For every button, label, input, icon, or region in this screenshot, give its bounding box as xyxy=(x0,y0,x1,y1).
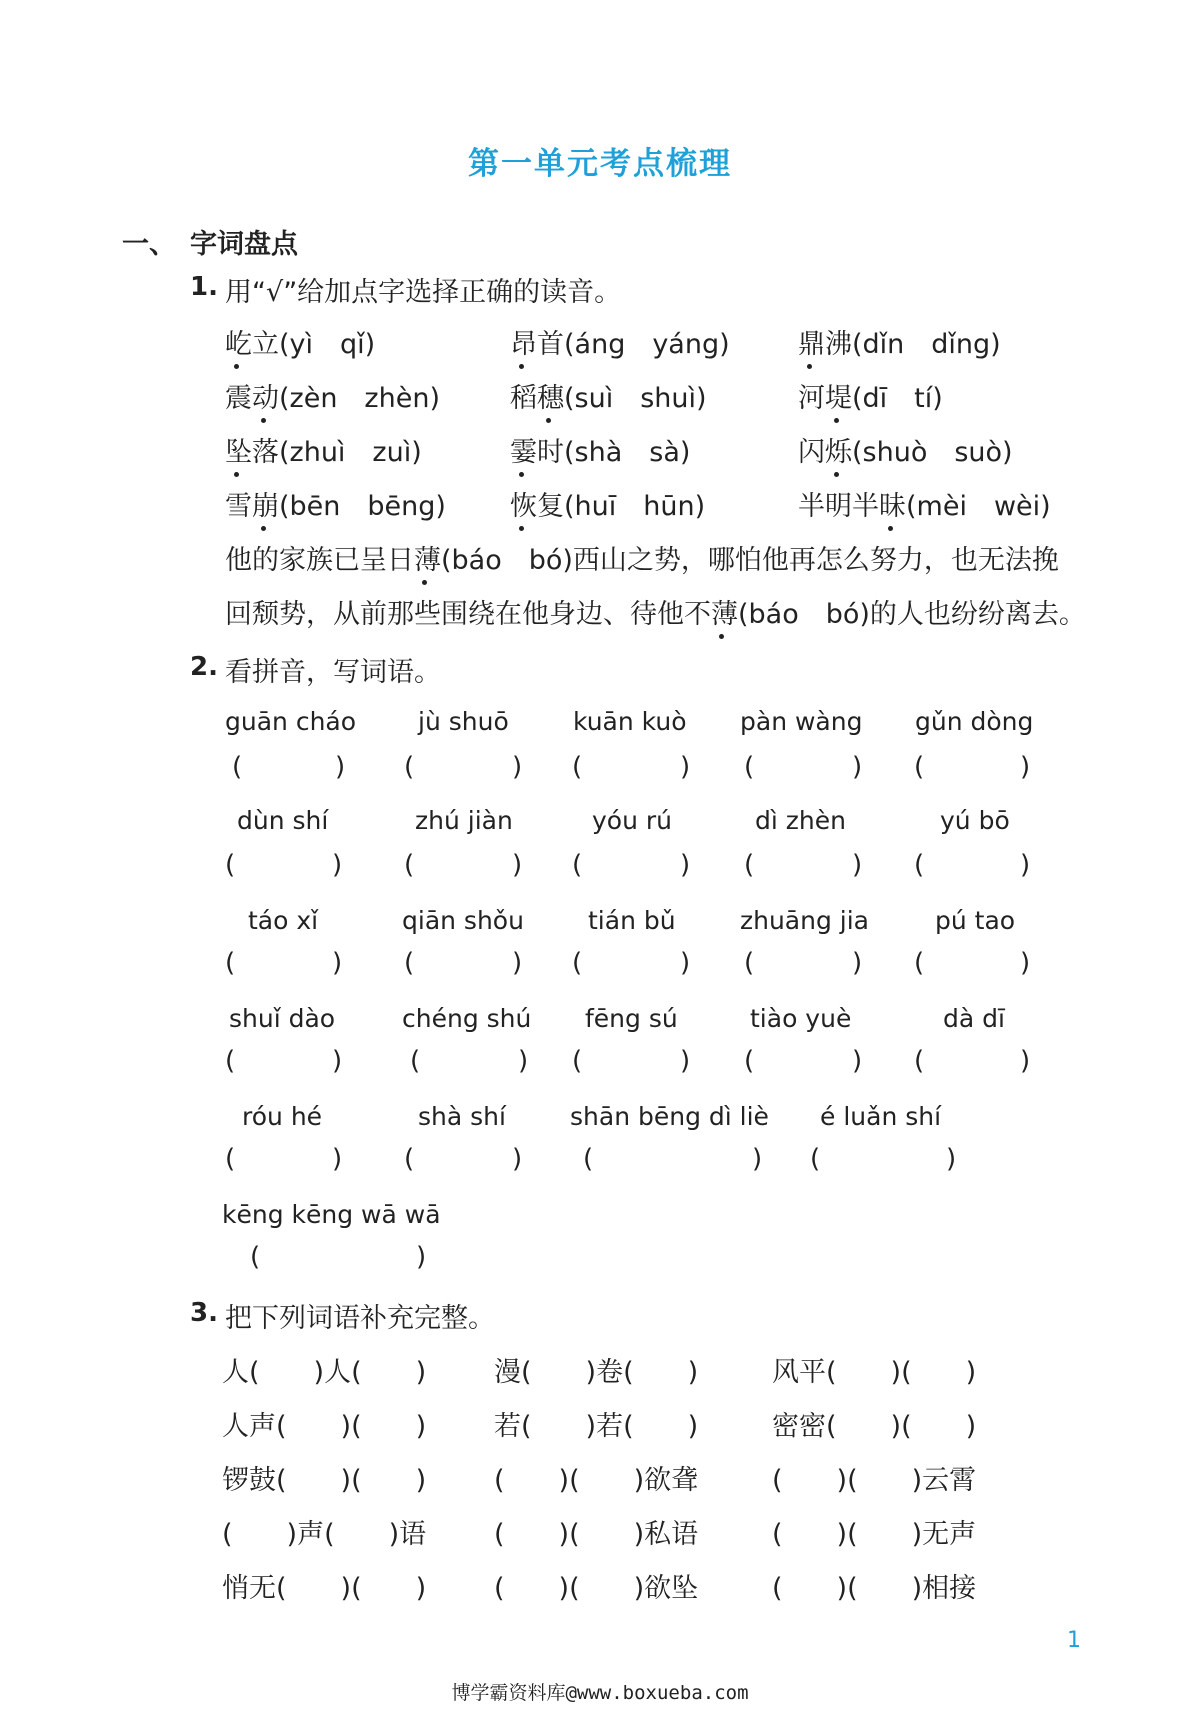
q1-item: 霎时(shà sà) xyxy=(510,437,691,468)
pinyin-word: qiān shǒu xyxy=(402,906,524,935)
answer-open-paren: ( xyxy=(744,1046,755,1076)
q1-item: 昂首(áng yáng) xyxy=(510,329,730,360)
idiom-blank: 锣鼓( )( ) xyxy=(222,1465,427,1496)
emphasis-dot xyxy=(834,472,839,477)
q1-paragraph-line: 他的家族已呈日薄(báo bó)西山之势，哪怕他再怎么努力，也无法挽 xyxy=(225,545,1059,576)
pinyin-word: chéng shú xyxy=(402,1004,532,1033)
pinyin-word: tián bǔ xyxy=(588,906,676,935)
answer-open-paren: ( xyxy=(225,948,236,978)
answer-open-paren: ( xyxy=(744,752,755,782)
answer-close-paren: ) xyxy=(852,1046,863,1076)
pinyin-word: shān bēng dì liè xyxy=(570,1102,769,1131)
answer-open-paren: ( xyxy=(572,948,583,978)
pinyin-word: shà shí xyxy=(418,1102,506,1131)
answer-open-paren: ( xyxy=(225,850,236,880)
pinyin-word: dùn shí xyxy=(237,806,329,835)
answer-close-paren: ) xyxy=(332,1144,343,1174)
answer-open-paren: ( xyxy=(914,948,925,978)
pinyin-word: guān cháo xyxy=(225,707,357,736)
emphasis-dot xyxy=(261,526,266,531)
emphasis-dot xyxy=(834,418,839,423)
answer-close-paren: ) xyxy=(752,1144,763,1174)
q1-prompt: 用“√”给加点字选择正确的读音。 xyxy=(225,277,622,308)
answer-close-paren: ) xyxy=(1020,752,1031,782)
idiom-blank: ( )( )相接 xyxy=(772,1573,977,1604)
answer-close-paren: ) xyxy=(332,850,343,880)
answer-open-paren: ( xyxy=(250,1242,261,1272)
answer-close-paren: ) xyxy=(680,948,691,978)
answer-close-paren: ) xyxy=(680,1046,691,1076)
answer-open-paren: ( xyxy=(583,1144,594,1174)
answer-open-paren: ( xyxy=(225,1046,236,1076)
q3-prompt: 把下列词语补充完整。 xyxy=(225,1303,495,1334)
answer-close-paren: ) xyxy=(512,1144,523,1174)
q1-number: 1. xyxy=(190,272,218,302)
answer-open-paren: ( xyxy=(810,1144,821,1174)
section-number: 一、 xyxy=(122,229,176,260)
q1-item: 河堤(dī tí) xyxy=(798,383,943,414)
answer-open-paren: ( xyxy=(914,1046,925,1076)
answer-open-paren: ( xyxy=(914,752,925,782)
answer-open-paren: ( xyxy=(572,1046,583,1076)
answer-close-paren: ) xyxy=(416,1242,427,1272)
answer-open-paren: ( xyxy=(572,752,583,782)
answer-close-paren: ) xyxy=(512,752,523,782)
pinyin-word: róu hé xyxy=(242,1102,323,1131)
answer-close-paren: ) xyxy=(852,948,863,978)
answer-open-paren: ( xyxy=(404,1144,415,1174)
q2-number: 2. xyxy=(190,652,218,682)
answer-open-paren: ( xyxy=(404,752,415,782)
answer-close-paren: ) xyxy=(512,850,523,880)
answer-close-paren: ) xyxy=(512,948,523,978)
answer-open-paren: ( xyxy=(572,850,583,880)
emphasis-dot xyxy=(422,580,427,585)
emphasis-dot xyxy=(519,364,524,369)
idiom-blank: ( )( )欲聋 xyxy=(494,1465,699,1496)
q1-item: 恢复(huī hūn) xyxy=(510,491,706,522)
pinyin-word: yóu rú xyxy=(592,806,673,835)
idiom-blank: 风平( )( ) xyxy=(772,1357,977,1388)
pinyin-word: zhuāng jia xyxy=(740,906,870,935)
answer-close-paren: ) xyxy=(332,1046,343,1076)
emphasis-dot xyxy=(234,364,239,369)
idiom-blank: 人声( )( ) xyxy=(222,1411,427,1442)
answer-open-paren: ( xyxy=(410,1046,421,1076)
pinyin-word: gǔn dòng xyxy=(915,707,1034,736)
answer-close-paren: ) xyxy=(852,752,863,782)
answer-open-paren: ( xyxy=(744,850,755,880)
q1-item: 屹立(yì qǐ) xyxy=(225,329,376,360)
pinyin-word: é luǎn shí xyxy=(820,1102,942,1131)
pinyin-word: zhú jiàn xyxy=(415,806,513,835)
emphasis-dot xyxy=(261,418,266,423)
answer-open-paren: ( xyxy=(225,1144,236,1174)
answer-open-paren: ( xyxy=(744,948,755,978)
pinyin-word: táo xǐ xyxy=(248,906,319,935)
pinyin-word: tiào yuè xyxy=(750,1004,852,1033)
q1-item: 闪烁(shuò suò) xyxy=(798,437,1013,468)
answer-close-paren: ) xyxy=(680,752,691,782)
pinyin-word: shuǐ dào xyxy=(229,1004,336,1033)
q1-item: 鼎沸(dǐn dǐng) xyxy=(798,329,1001,360)
answer-close-paren: ) xyxy=(852,850,863,880)
q1-item: 震动(zèn zhèn) xyxy=(225,383,440,414)
pinyin-word: fēng sú xyxy=(585,1004,678,1033)
answer-close-paren: ) xyxy=(1020,948,1031,978)
section-title: 字词盘点 xyxy=(190,229,298,260)
answer-close-paren: ) xyxy=(1020,850,1031,880)
page-title: 第一单元考点梳理 xyxy=(468,146,732,182)
pinyin-word: jù shuō xyxy=(418,707,509,736)
idiom-blank: ( )( )私语 xyxy=(494,1519,699,1550)
idiom-blank: 漫( )卷( ) xyxy=(494,1357,699,1388)
answer-close-paren: ) xyxy=(1020,1046,1031,1076)
pinyin-word: pàn wàng xyxy=(740,707,863,736)
idiom-blank: 密密( )( ) xyxy=(772,1411,977,1442)
answer-open-paren: ( xyxy=(404,850,415,880)
idiom-blank: ( )( )云霄 xyxy=(772,1465,977,1496)
q1-item: 稻穗(suì shuì) xyxy=(510,383,707,414)
pinyin-word: kēng kēng wā wā xyxy=(222,1200,441,1229)
emphasis-dot xyxy=(519,472,524,477)
idiom-blank: 悄无( )( ) xyxy=(222,1573,427,1604)
answer-close-paren: ) xyxy=(335,752,346,782)
page-number: 1 xyxy=(1067,1628,1081,1653)
pinyin-word: kuān kuò xyxy=(573,707,687,736)
answer-close-paren: ) xyxy=(946,1144,957,1174)
q1-paragraph-line: 回颓势，从前那些围绕在他身边、待他不薄(báo bó)的人也纷纷离去。 xyxy=(225,599,1086,630)
answer-close-paren: ) xyxy=(332,948,343,978)
q3-number: 3. xyxy=(190,1298,218,1328)
answer-close-paren: ) xyxy=(680,850,691,880)
answer-open-paren: ( xyxy=(404,948,415,978)
emphasis-dot xyxy=(888,526,893,531)
emphasis-dot xyxy=(719,634,724,639)
q1-item: 坠落(zhuì zuì) xyxy=(225,437,422,468)
pinyin-word: yú bō xyxy=(940,806,1010,835)
pinyin-word: dì zhèn xyxy=(755,806,846,835)
emphasis-dot xyxy=(234,472,239,477)
emphasis-dot xyxy=(546,418,551,423)
emphasis-dot xyxy=(519,526,524,531)
idiom-blank: 人( )人( ) xyxy=(222,1357,427,1388)
answer-close-paren: ) xyxy=(518,1046,529,1076)
idiom-blank: 若( )若( ) xyxy=(494,1411,699,1442)
q2-prompt: 看拼音，写词语。 xyxy=(225,657,441,688)
pinyin-word: pú tao xyxy=(935,906,1016,935)
q1-item: 半明半昧(mèi wèi) xyxy=(798,491,1051,522)
q1-item: 雪崩(bēn bēng) xyxy=(225,491,446,522)
idiom-blank: ( )声( )语 xyxy=(222,1519,427,1550)
answer-open-paren: ( xyxy=(914,850,925,880)
footer-watermark: 博学霸资料库@www.boxueba.com xyxy=(451,1682,749,1704)
idiom-blank: ( )( )无声 xyxy=(772,1519,977,1550)
answer-open-paren: ( xyxy=(232,752,243,782)
pinyin-word: dà dī xyxy=(943,1004,1005,1033)
emphasis-dot xyxy=(807,364,812,369)
idiom-blank: ( )( )欲坠 xyxy=(494,1573,699,1604)
